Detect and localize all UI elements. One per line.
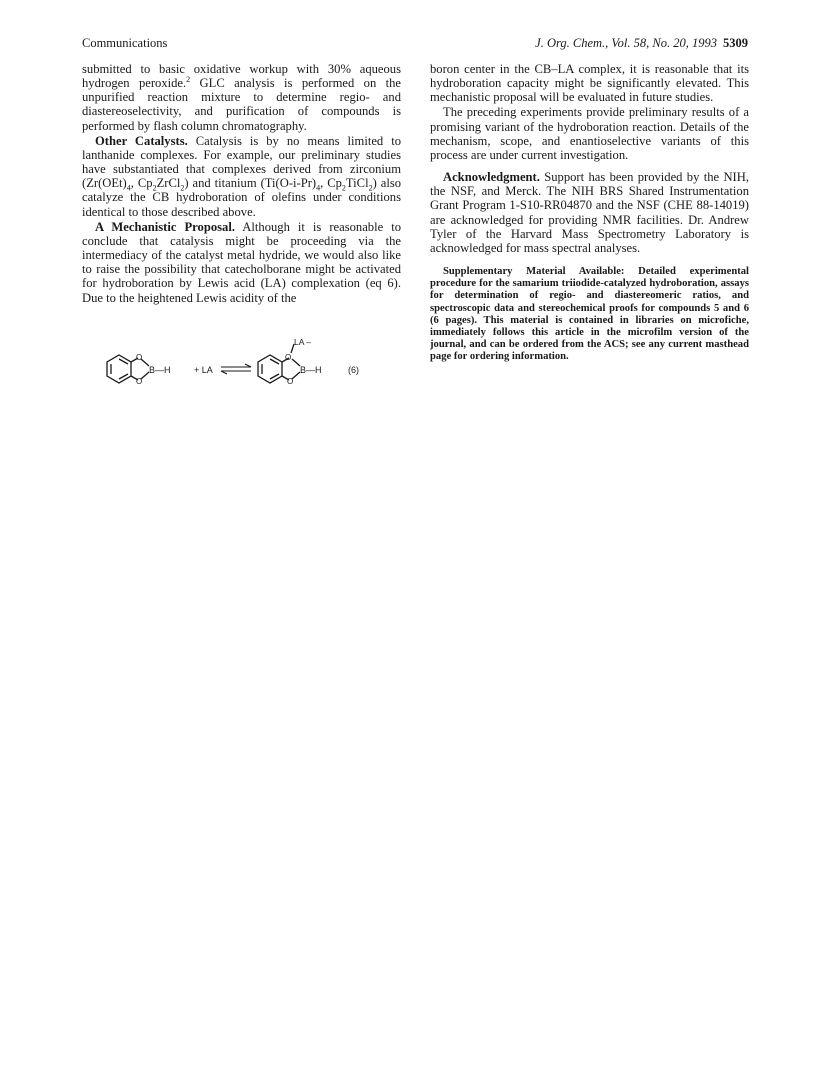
subscript: 2 xyxy=(368,183,373,193)
acknowledgment xyxy=(430,170,749,255)
catecholborane-structure xyxy=(107,355,149,383)
page-number: 5309 xyxy=(723,36,748,50)
boron-hydride-label: B—H xyxy=(300,365,322,375)
paragraph-text: ) and titanium (Ti(O-i-Pr) xyxy=(184,176,317,191)
oxygen-atom-label: O xyxy=(287,377,294,386)
supplementary-text: Detailed experimental procedure for the samarium triiodide-catalyzed hydroboration, assays for determination of regio- and diastereomeric ratios, and spectroscopic data and stereochemical proofs for compounds 5 and 6 (6 pages). This material is contained in libraries on microfiche, immediately follows this article in the microfilm version of the journal, and can be ordered from the ACS; see any current masthead page for ordering information. xyxy=(430,266,749,363)
paragraph-text: ZrCl xyxy=(156,176,181,191)
equation-number: (6) xyxy=(348,365,359,375)
oxygen-atom-label: O xyxy=(136,353,143,362)
equation-6-scheme xyxy=(82,337,401,399)
paragraph-preliminary-results: The preceding experiments provide preliminary results of a promising variant of the hydroboration reaction. Details of the mechanism, scope, and enantioselective variants of this process are under current investigation. xyxy=(430,105,749,162)
catecholborane-equilibrium-diagram xyxy=(82,337,401,399)
paragraph-text: TiCl xyxy=(345,176,369,191)
activated-complex-structure xyxy=(258,344,300,383)
running-header-journal xyxy=(520,36,748,51)
acknowledgment-heading: Acknowledgment. xyxy=(443,170,540,185)
paragraph-text: Catalysis is by no means limited to lanthanide complexes. For example, our preliminary studies have substantiated that complexes derived from zirconium (Zr(OEt) xyxy=(82,133,401,191)
section-heading: A Mechanistic Proposal. xyxy=(95,219,235,234)
subscript: 4 xyxy=(126,183,131,193)
acknowledgment-text: Support has been provided by the NIH, the NSF, and Merck. The NIH BRS Shared Instrumentation Grant Program 1-S10-RR04870 and the NSF (CHE 88-14019) are acknowledged for providing NMR facilities. Dr. Andrew Tyler of the Harvard Mass Spectrometry Laboratory is acknowledged for mass spectral analyses. xyxy=(430,170,749,255)
paragraph-lewis-acidity: boron center in the CB–LA complex, it is reasonable that its hydroboration capacity might be significantly elevated. This mechanistic proposal will be evaluated in future studies. xyxy=(430,62,749,105)
lewis-acid-label: LA – xyxy=(294,337,312,347)
running-header-section: Communications xyxy=(82,36,168,50)
subscript: 2 xyxy=(341,183,346,193)
reference-marker: 2 xyxy=(186,74,191,84)
supplementary-material xyxy=(430,266,749,364)
oxygen-atom-label: O xyxy=(285,353,292,362)
right-column xyxy=(430,62,749,364)
left-column xyxy=(82,62,401,305)
journal-citation: J. Org. Chem., Vol. 58, No. 20, 1993 xyxy=(535,36,717,50)
oxygen-atom-label: O xyxy=(136,377,143,386)
paragraph-workup xyxy=(82,62,401,133)
paragraph-text: , Cp xyxy=(320,176,342,191)
subscript: 4 xyxy=(316,183,321,193)
paragraph-text: ) also catalyze the CB hydroboration of olefins under conditions identical to those described above. xyxy=(82,176,402,219)
boron-hydride-label: B—H xyxy=(149,365,171,375)
paragraph-text: , Cp xyxy=(130,176,153,191)
section-heading: Other Catalysts. xyxy=(95,133,188,148)
paragraph-text: submitted to basic oxidative workup with 30% aqueous hydrogen peroxide. xyxy=(82,62,401,91)
equilibrium-arrow xyxy=(221,364,251,374)
paragraph-other-catalysts xyxy=(82,134,401,219)
subscript: 2 xyxy=(180,183,185,193)
lewis-acid-plus-label: + LA xyxy=(194,365,213,375)
supplementary-heading: Supplementary Material Available: xyxy=(443,266,625,278)
subscript: 2 xyxy=(152,183,157,193)
paragraph-text: GLC analysis is performed on the unpurified reaction mixture to determine regio- and diastereoselectivity, and purification of compounds is performed by flash column chromatography. xyxy=(82,76,401,133)
paragraph-text: Although it is reasonable to conclude that catalysis might be proceeding via the intermediacy of the catalyst metal hydride, we would also like to raise the possibility that catecholborane might be activated for hydroboration by Lewis acid (LA) complexation (eq 6). Due to the heightened Lewis acidity of the xyxy=(82,219,401,305)
paragraph-mechanistic-proposal xyxy=(82,220,401,305)
